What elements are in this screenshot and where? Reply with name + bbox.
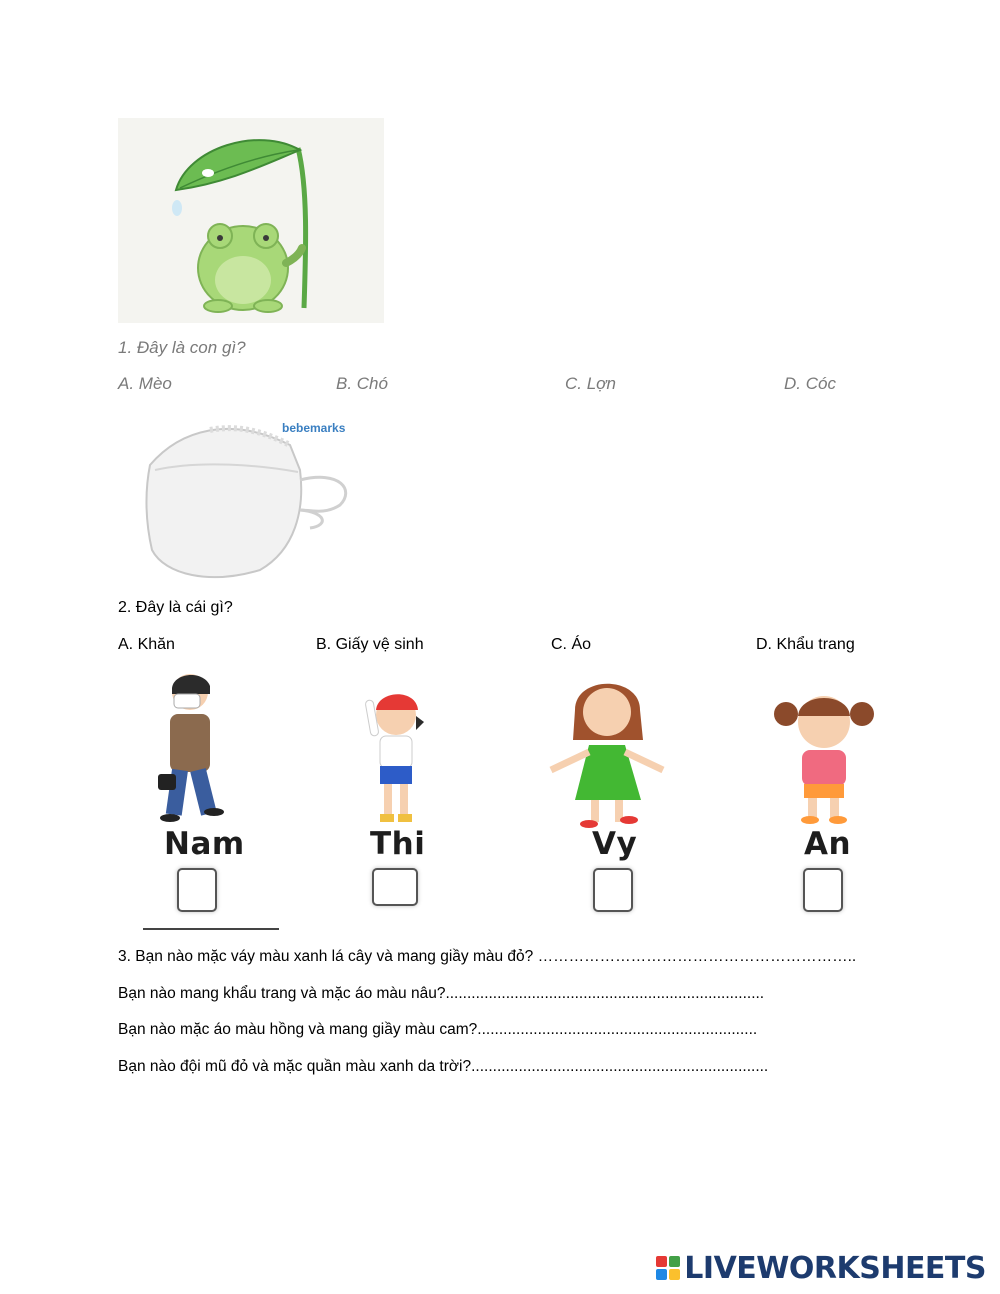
- question-3-line-1[interactable]: 3. Bạn nào mặc váy màu xanh lá cây và mang giầy màu đỏ? ……………………………………………………..: [118, 948, 857, 965]
- brand-text: LIVEWORKSHEETS: [684, 1250, 986, 1286]
- q1-option-b[interactable]: B. Chó: [336, 374, 388, 393]
- logo-grid-icon: [656, 1256, 680, 1280]
- question-3-line-2[interactable]: Bạn nào mang khẩu trang và mặc áo màu nâu?..........................................................................: [118, 985, 765, 1002]
- kid-vy-illustration: [545, 670, 675, 830]
- kid-name-thi: Thi: [370, 826, 426, 862]
- liveworksheets-logo: [656, 1250, 986, 1286]
- q1-option-a[interactable]: A. Mèo: [118, 374, 172, 393]
- watermark-logo: bebemarks: [282, 421, 346, 435]
- question-3-line-4[interactable]: Bạn nào đội mũ đỏ và mặc quần màu xanh da trời?.....................................................................: [118, 1058, 769, 1075]
- face-mask-image: [140, 410, 360, 580]
- kid-thi-illustration: [338, 670, 468, 830]
- kid-an-illustration: [758, 670, 888, 830]
- question-3-line-3[interactable]: Bạn nào mặc áo màu hồng và mang giầy màu cam?.................................................................: [118, 1021, 758, 1038]
- kid-name-vy: Vy: [592, 826, 638, 862]
- q2-option-b[interactable]: B. Giấy vệ sinh: [316, 636, 424, 653]
- q1-option-c[interactable]: C. Lợn: [565, 374, 616, 393]
- answer-line[interactable]: [143, 928, 279, 930]
- q2-option-a[interactable]: A. Khăn: [118, 636, 175, 653]
- q2-option-d[interactable]: D. Khẩu trang: [756, 636, 855, 653]
- frog-image: [118, 118, 384, 323]
- checkbox-an[interactable]: [803, 868, 843, 912]
- kid-name-nam: Nam: [164, 826, 245, 862]
- checkbox-nam[interactable]: [177, 868, 217, 912]
- q1-option-d[interactable]: D. Cóc: [784, 374, 836, 393]
- kid-name-an: An: [804, 826, 852, 862]
- kid-nam-illustration: [132, 670, 262, 830]
- question-2-title: 2. Đây là cái gì?: [118, 599, 233, 616]
- q2-option-c[interactable]: C. Áo: [551, 636, 592, 653]
- question-1-title: 1. Đây là con gì?: [118, 338, 246, 357]
- checkbox-vy[interactable]: [593, 868, 633, 912]
- checkbox-thi[interactable]: [372, 868, 418, 906]
